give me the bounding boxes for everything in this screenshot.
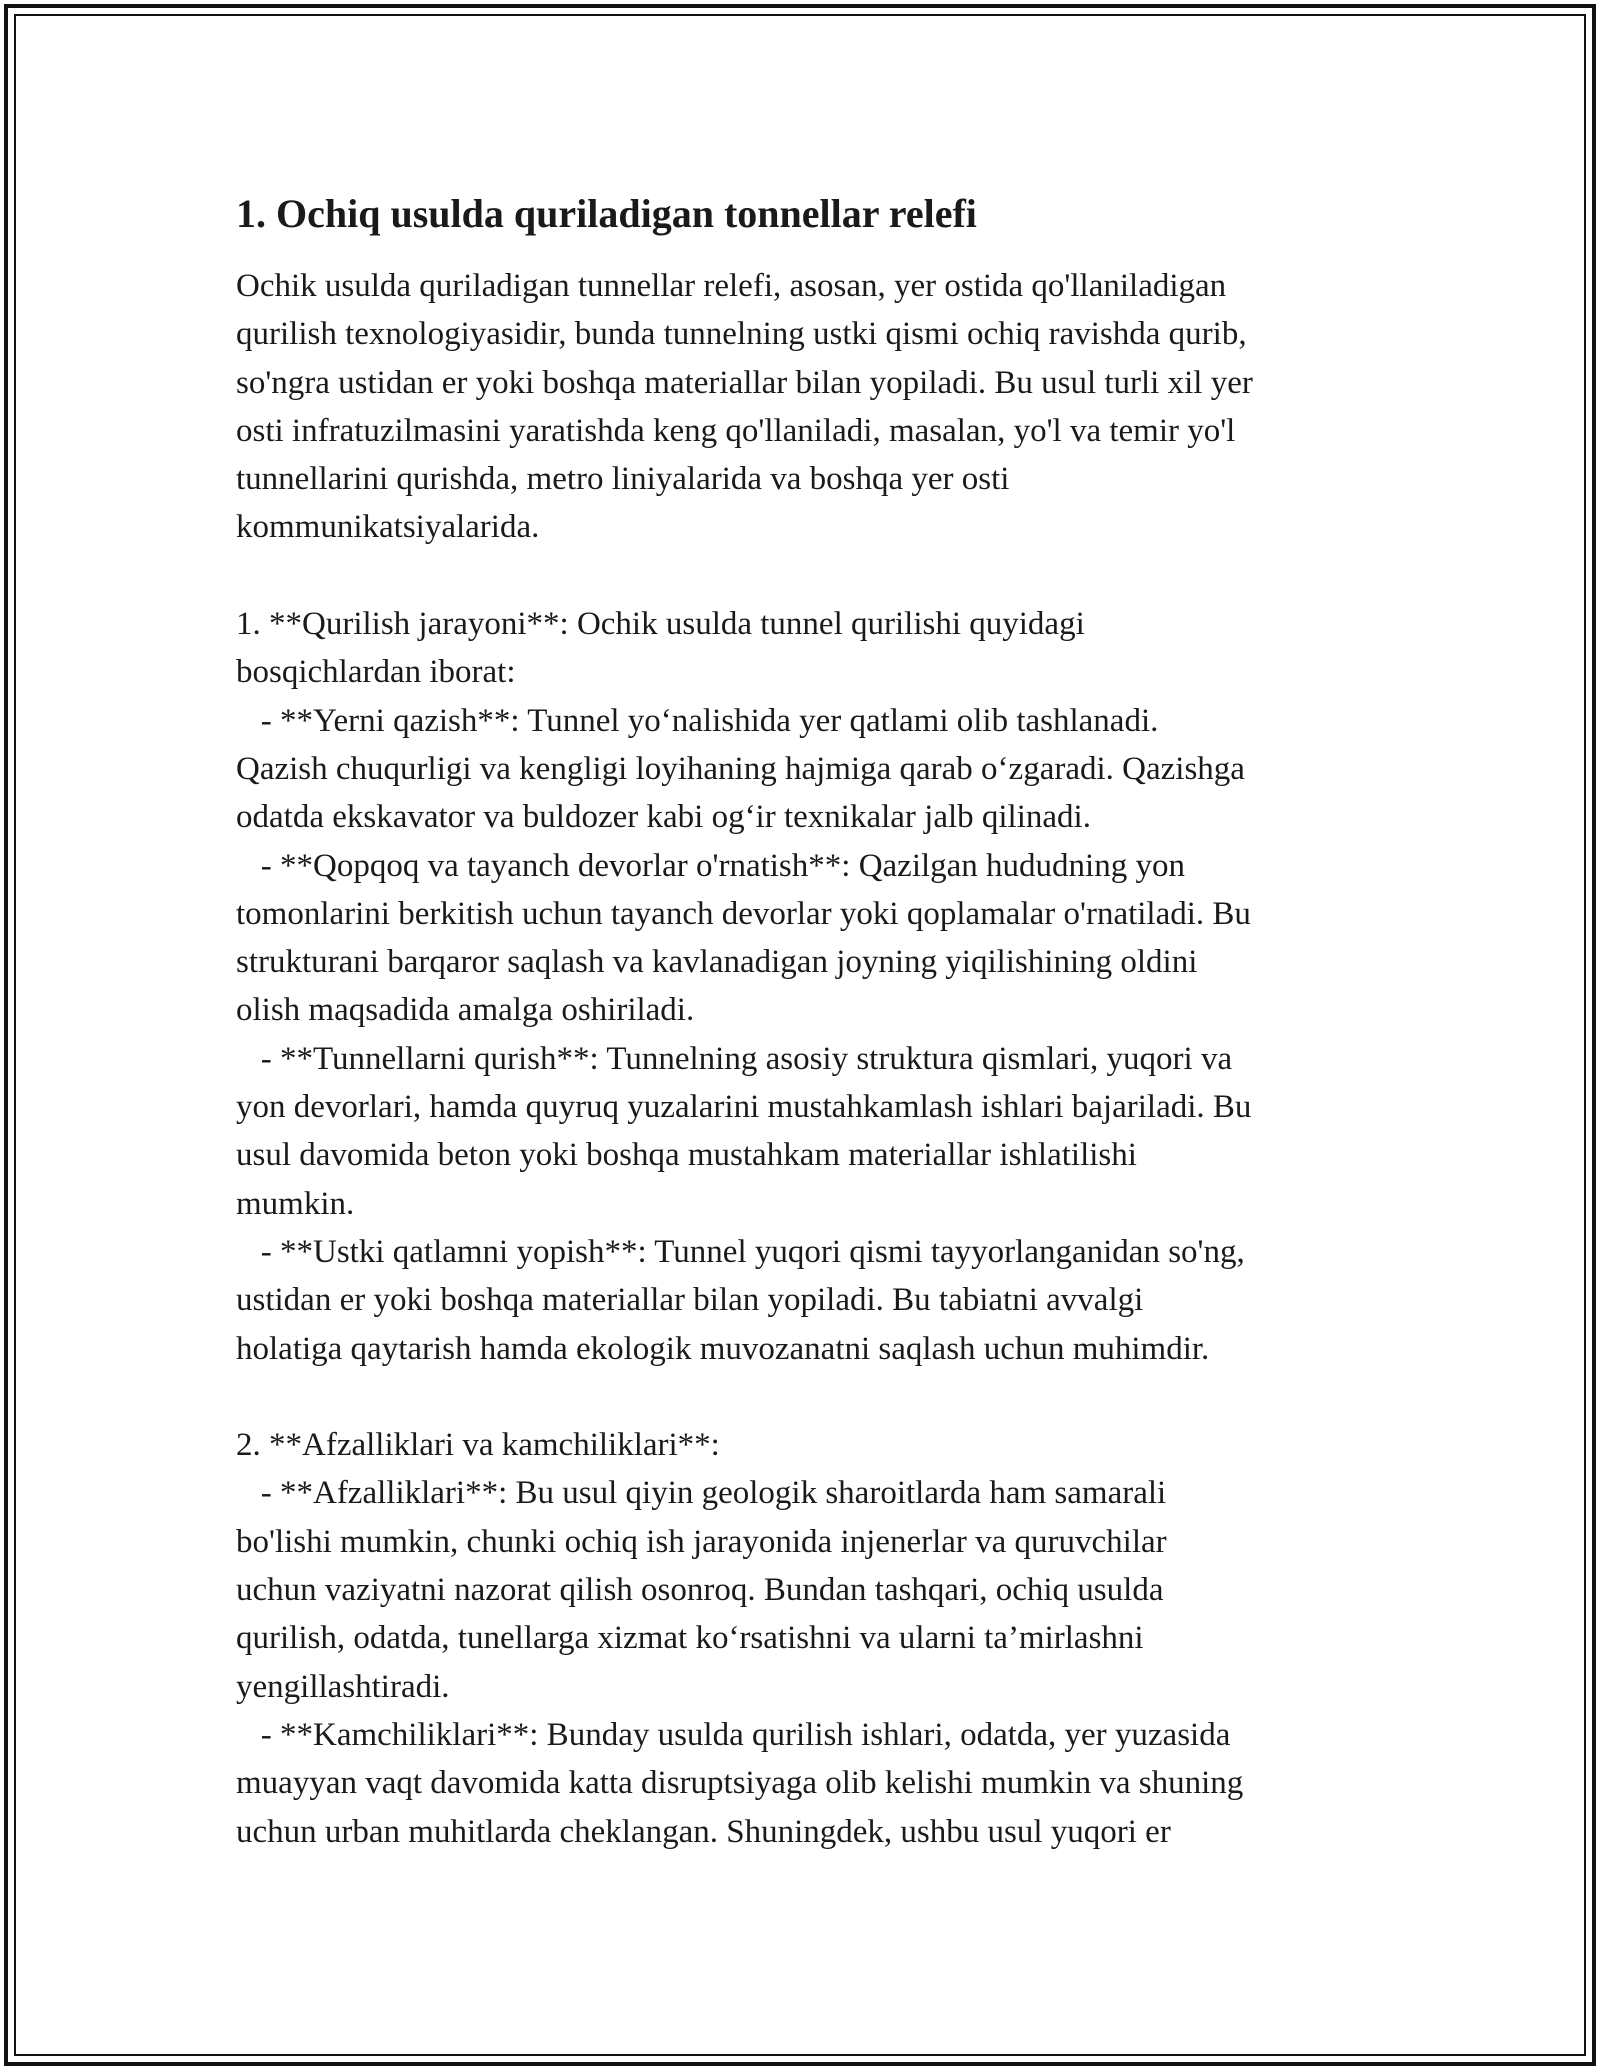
text-line: holatiga qaytarish hamda ekologik muvozanatni saqlash uchun muhimdir. bbox=[236, 1330, 1210, 1367]
text-line: 1. **Qurilish jarayoni**: Ochik usulda tunnel qurilishi quyidagi bbox=[236, 606, 1085, 643]
section-construction-process bbox=[236, 600, 1386, 1373]
text-line: - **Tunnellarni qurish**: Tunnelning asosiy struktura qismlari, yuqori va bbox=[236, 1040, 1233, 1077]
paragraph-gap bbox=[236, 1373, 1386, 1421]
text-line: - **Afzalliklari**: Bu usul qiyin geologik sharoitlarda ham samarali bbox=[236, 1475, 1167, 1512]
text-line: uchun urban muhitlarda cheklangan. Shuningdek, ushbu usul yuqori er bbox=[236, 1813, 1171, 1850]
text-line: muayyan vaqt davomida katta disruptsiyaga olib kelishi mumkin va shuning bbox=[236, 1765, 1244, 1802]
document-body bbox=[236, 186, 1386, 1856]
text-line: olish maqsadida amalga oshiriladi. bbox=[236, 992, 695, 1029]
text-line: 2. **Afzalliklari va kamchiliklari**: bbox=[236, 1427, 720, 1464]
intro-paragraph bbox=[236, 262, 1386, 552]
document-title: 1. Ochiq usulda quriladigan tonnellar relefi bbox=[236, 191, 977, 236]
text-line: so'ngra ustidan er yoki boshqa materiallar bilan yopiladi. Bu usul turli xil yer bbox=[236, 364, 1253, 401]
text-line: - **Ustki qatlamni yopish**: Tunnel yuqori qismi tayyorlanganidan so'ng, bbox=[236, 1233, 1245, 1270]
text-line: bosqichlardan iborat: bbox=[236, 654, 516, 691]
text-line: strukturani barqaror saqlash va kavlanadigan joyning yiqilishining oldini bbox=[236, 944, 1198, 981]
text-line: - **Yerni qazish**: Tunnel yo‘nalishida yer qatlami olib tashlanadi. bbox=[236, 702, 1159, 739]
text-line: kommunikatsiyalarida. bbox=[236, 509, 540, 546]
text-line: tomonlarini berkitish uchun tayanch devorlar yoki qoplamalar o'rnatiladi. Bu bbox=[236, 895, 1251, 932]
section-pros-and-cons bbox=[236, 1421, 1386, 1856]
text-line: osti infratuzilmasini yaratishda keng qo'llaniladi, masalan, yo'l va temir yo'l bbox=[236, 412, 1236, 449]
text-line: qurilish texnologiyasidir, bunda tunnelning ustki qismi ochiq ravishda qurib, bbox=[236, 316, 1247, 353]
text-line: - **Qopqoq va tayanch devorlar o'rnatish**: Qazilgan hududning yon bbox=[236, 847, 1185, 884]
text-line: qurilish, odatda, tunellarga xizmat ko‘rsatishni va ularni ta’mirlashni bbox=[236, 1620, 1144, 1657]
text-line: odatda ekskavator va buldozer kabi og‘ir texnikalar jalb qilinadi. bbox=[236, 799, 1091, 836]
paragraph-gap bbox=[236, 552, 1386, 600]
text-line: uchun vaziyatni nazorat qilish osonroq. Bundan tashqari, ochiq usulda bbox=[236, 1572, 1164, 1609]
text-line: - **Kamchiliklari**: Bunday usulda qurilish ishlari, odatda, yer yuzasida bbox=[236, 1716, 1231, 1753]
text-line: bo'lishi mumkin, chunki ochiq ish jarayonida injenerlar va quruvchilar bbox=[236, 1523, 1167, 1560]
text-line: mumkin. bbox=[236, 1185, 355, 1222]
text-line: Ochik usulda quriladigan tunnellar relefi, asosan, yer ostida qo'llaniladigan bbox=[236, 268, 1227, 304]
text-line: yengillashtiradi. bbox=[236, 1668, 450, 1705]
text-line: ustidan er yoki boshqa materiallar bilan yopiladi. Bu tabiatni avvalgi bbox=[236, 1282, 1144, 1319]
text-line: yon devorlari, hamda quyruq yuzalarini mustahkamlash ishlari bajariladi. Bu bbox=[236, 1089, 1252, 1126]
text-line: usul davomida beton yoki boshqa mustahkam materiallar ishlatilishi bbox=[236, 1137, 1137, 1174]
text-line: Qazish chuqurligi va kengligi loyihaning hajmiga qarab o‘zgaradi. Qazishga bbox=[236, 750, 1245, 787]
text-line: tunnellarini qurishda, metro liniyalarida va boshqa yer osti bbox=[236, 461, 1010, 498]
